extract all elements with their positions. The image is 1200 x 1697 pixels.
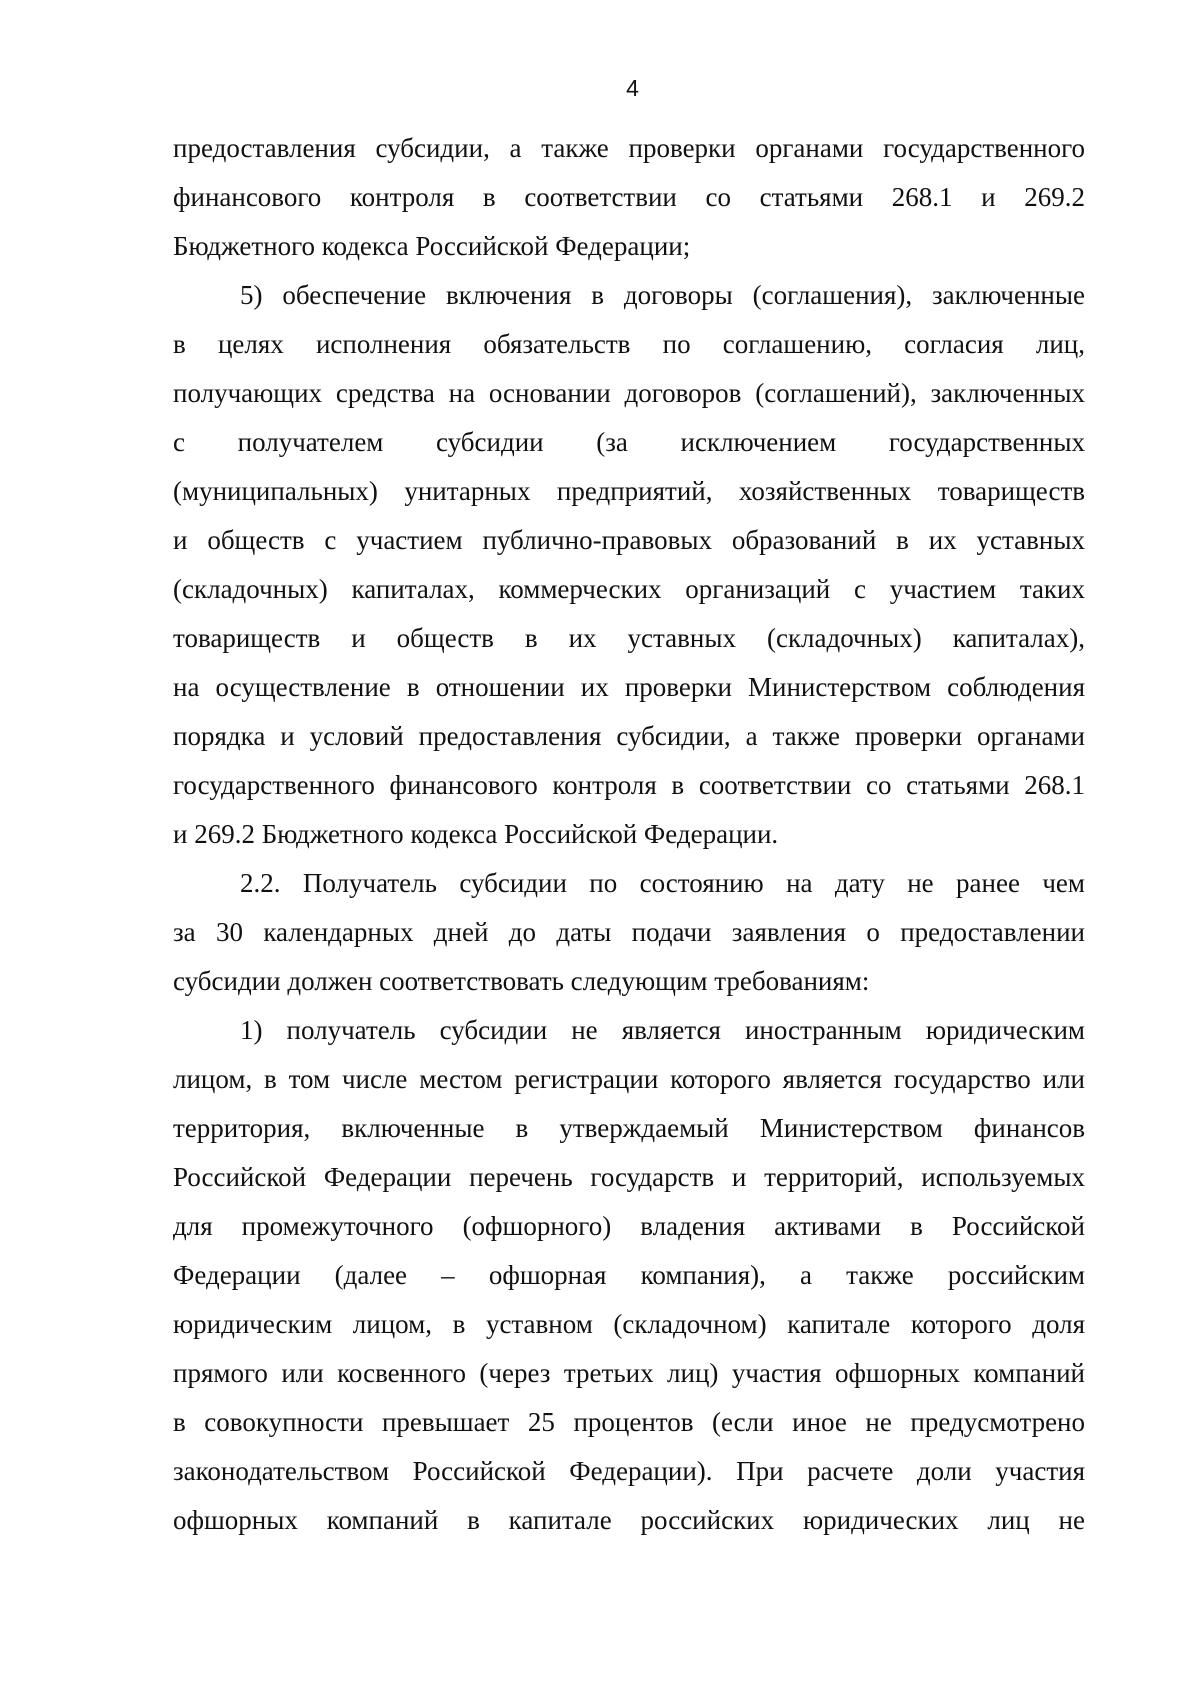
text-line: Российской Федерации перечень государств и территорий, используемых <box>173 1162 1085 1192</box>
text-line: (складочных) капиталах, коммерческих организаций с участием таких <box>173 574 1085 604</box>
text-line: законодательством Российской Федерации). При расчете доли участия <box>173 1456 1085 1486</box>
text-line: с получателем субсидии (за исключением государственных <box>173 427 1085 457</box>
text-line: 1) получатель субсидии не является иностранным юридическим <box>240 1015 1085 1045</box>
text-line: Бюджетного кодекса Российской Федерации; <box>173 231 691 261</box>
text-line: на осуществление в отношении их проверки Министерством соблюдения <box>173 672 1085 702</box>
text-line: юридическим лицом, в уставном (складочном) капитале которого доля <box>173 1309 1085 1339</box>
text-line: и обществ с участием публично-правовых образований в их уставных <box>173 525 1085 555</box>
text-line: получающих средства на основании договоров (соглашений), заключенных <box>173 378 1085 408</box>
text-line: в совокупности превышает 25 процентов (если иное не предусмотрено <box>173 1407 1085 1437</box>
text-line: и 269.2 Бюджетного кодекса Российской Федерации. <box>173 819 779 849</box>
text-line: для промежуточного (офшорного) владения активами в Российской <box>173 1211 1085 1241</box>
text-line: в целях исполнения обязательств по соглашению, согласия лиц, <box>173 329 1085 359</box>
text-line: порядка и условий предоставления субсидии, а также проверки органами <box>173 721 1085 751</box>
text-line: государственного финансового контроля в соответствии со статьями 268.1 <box>173 770 1085 800</box>
text-line: 2.2. Получатель субсидии по состоянию на дату не ранее чем <box>240 868 1085 898</box>
text-line: лицом, в том числе местом регистрации которого является государство или <box>173 1064 1085 1094</box>
text-line: территория, включенные в утверждаемый Министерством финансов <box>173 1113 1085 1143</box>
text-line: 5) обеспечение включения в договоры (соглашения), заключенные <box>240 280 1085 310</box>
page-number: 4 <box>626 75 639 101</box>
text-line: финансового контроля в соответствии со статьями 268.1 и 269.2 <box>173 182 1085 212</box>
text-line: офшорных компаний в капитале российских юридических лиц не <box>173 1505 1085 1535</box>
text-line: товариществ и обществ в их уставных (складочных) капиталах), <box>173 623 1085 653</box>
text-line: Федерации (далее – офшорная компания), а также российским <box>173 1260 1085 1290</box>
text-line: (муниципальных) унитарных предприятий, хозяйственных товариществ <box>173 476 1085 506</box>
text-line: за 30 календарных дней до даты подачи заявления о предоставлении <box>173 917 1085 947</box>
document-body <box>173 124 1085 1545</box>
text-line: субсидии должен соответствовать следующим требованиям: <box>173 966 870 996</box>
text-line: предоставления субсидии, а также проверки органами государственного <box>173 133 1085 163</box>
text-line: прямого или косвенного (через третьих лиц) участия офшорных компаний <box>173 1358 1085 1388</box>
